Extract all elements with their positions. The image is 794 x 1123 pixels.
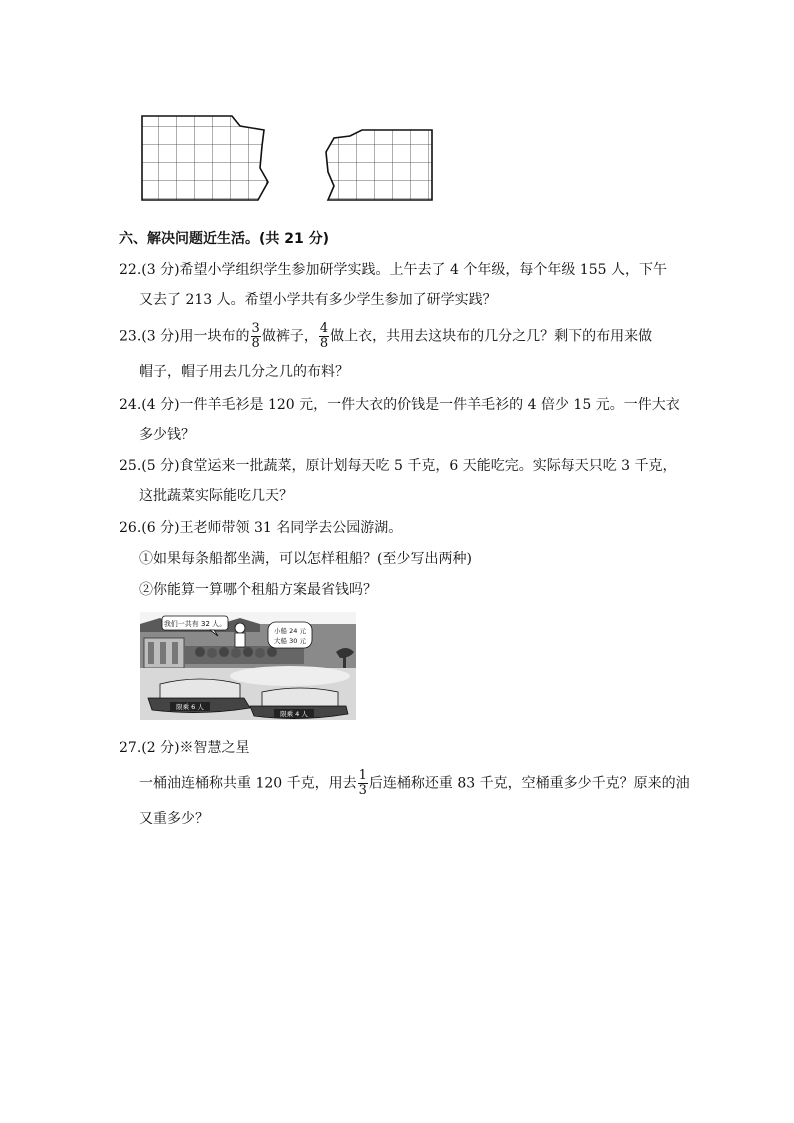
q23-text-mid: 做裤子， [261,328,318,345]
question-26-sub1: ①如果每条船都坐满，可以怎样租船？(至少写出两种) [139,551,472,567]
section-title: 六、解决问题近生活。(共 21 分) [119,231,330,247]
small-boat-label: 限乘 4 人 [280,710,308,718]
question-27-line3: 又重多少？ [139,811,209,827]
boat-rental-picture [140,612,356,720]
question-27-line2 [139,769,690,798]
question-22-line2: 又去了 213 人。希望小学共有多少学生参加了研学实践？ [139,292,497,308]
question-25-line1: 25.(5 分)食堂运来一批蔬菜，原计划每天吃 5 千克，6 天能吃完。实际每天只吃 3 千克， [119,458,677,474]
fraction-denominator: 3 [358,783,367,798]
fraction-4-8 [319,322,329,351]
price-big-boat: 大船 30 元 [274,637,306,645]
fraction-numerator: 1 [358,768,367,783]
question-23-line2: 帽子，帽子用去几分之几的布料？ [139,364,349,380]
question-22-line1: 22.(3 分)希望小学组织学生参加研学实践。上午去了 4 个年级，每个年级 155 人，下午 [119,262,667,278]
price-small-boat: 小船 24 元 [274,627,306,635]
question-23-line1 [119,322,652,351]
fraction-numerator: 4 [319,321,329,336]
speech-bubble-text: 我们一共有 32 人。 [163,620,227,628]
fraction-3-8 [251,322,261,351]
big-boat-label: 限乘 6 人 [176,703,204,711]
q23-text-pre: 23.(3 分)用一块布的 [119,328,250,345]
fraction-denominator: 8 [251,336,260,351]
fraction-denominator: 8 [319,336,329,351]
question-26-sub2: ②你能算一算哪个租船方案最省钱吗？ [139,582,377,598]
fraction-1-3 [358,769,368,798]
q27-text-pre: 一桶油连桶称共重 120 千克，用去 [139,775,357,792]
question-24-line2: 多少钱？ [139,427,195,443]
question-24-line1: 24.(4 分)一件羊毛衫是 120 元，一件大衣的价钱是一件羊毛衫的 4 倍少 15 元。一件大衣 [119,397,680,413]
q23-text-post: 做上衣，共用去这块布的几分之几？剩下的布用来做 [330,328,653,345]
q27-text-post: 后连桶称还重 83 千克，空桶重多少千克？原来的油 [368,775,690,792]
torn-grid-figure [140,108,450,206]
question-27-line1: 27.(2 分)※智慧之星 [119,740,250,756]
question-26-line1: 26.(6 分)王老师带领 31 名同学去公园游湖。 [119,520,403,536]
fraction-numerator: 3 [251,321,260,336]
question-25-line2: 这批蔬菜实际能吃几天？ [139,488,293,504]
